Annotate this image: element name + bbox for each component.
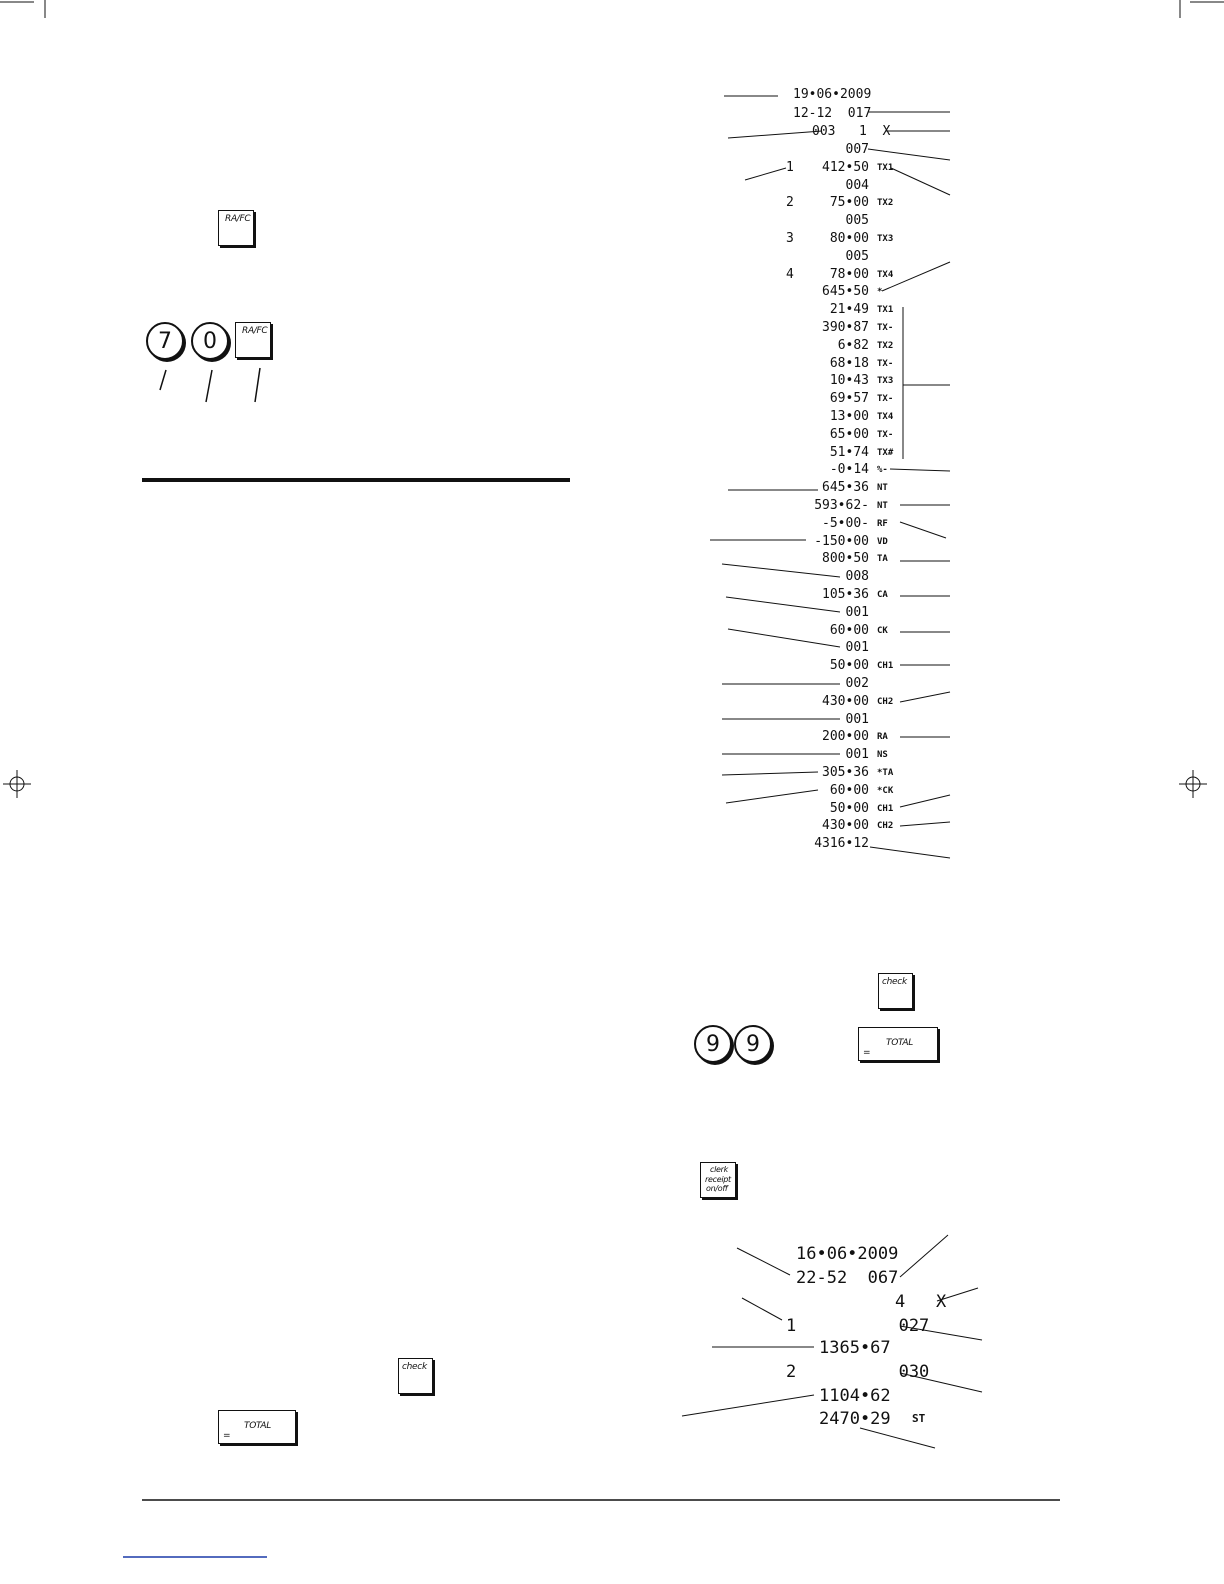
receipt-row-symbol: %- (877, 465, 888, 475)
total-key-equals: = (223, 1431, 231, 1441)
receipt-row-symbol: TX- (877, 394, 894, 404)
numeric-key-9[interactable]: 9 (694, 1025, 732, 1063)
receipt-row-symbol: NT (877, 501, 888, 511)
total-key-label: TOTAL (886, 1038, 913, 1048)
receipt-row-symbol: TX- (877, 359, 894, 369)
receipt-row-amount: 430•00 (822, 694, 869, 709)
receipt-row-department: 4 (786, 267, 794, 282)
total-key-equals: = (863, 1048, 871, 1058)
receipt-row-amount: 10•43 (829, 373, 869, 388)
receipt-row-amount: 4316•12 (814, 836, 869, 851)
receipt-row-amount: 005 (845, 213, 869, 228)
receipt2-total-symbol: ST (912, 1412, 926, 1425)
receipt-row-symbol: NS (877, 750, 888, 760)
receipt-row-amount: 800•50 (822, 551, 869, 566)
receipt-row-amount: 305•36 (822, 765, 869, 780)
receipt-row-amount: 645•36 (822, 480, 869, 495)
receipt2-amount2: 1104•62 (819, 1386, 891, 1406)
receipt-row-symbol: TX1 (877, 305, 894, 315)
receipt-row-amount: 004 (845, 178, 869, 193)
check-key-label: check (402, 1362, 427, 1372)
receipt-row-department: 2 (786, 195, 794, 210)
receipt-row-amount: -0•14 (829, 462, 869, 477)
receipt-row-symbol: *TA (877, 768, 894, 778)
receipt-row-amount: 412•50 (822, 160, 869, 175)
receipt-row-amount: 001 (845, 712, 869, 727)
receipt2-time-line: 22-52 067 (796, 1268, 899, 1288)
receipt-row-symbol: VD (877, 537, 888, 547)
receipt-row-symbol: TA (877, 554, 888, 564)
receipt-row-amount: 78•00 (829, 267, 869, 282)
receipt-row-amount: 001 (845, 747, 869, 762)
receipt-row-amount: 007 (845, 142, 869, 157)
receipt-row-amount: 001 (845, 640, 869, 655)
receipt-row-amount: 430•00 (822, 818, 869, 833)
receipt2-x-line: 4 X (895, 1292, 947, 1312)
clerk-key-label-2: receipt (705, 1175, 731, 1184)
receipt-row-amount: 593•62- (814, 498, 869, 513)
receipt-row-amount: 69•57 (829, 391, 869, 406)
receipt-row-symbol: TX3 (877, 376, 894, 386)
receipt-row-symbol: TX2 (877, 198, 894, 208)
receipt-row-symbol: RF (877, 519, 888, 529)
receipt-row-symbol: CH1 (877, 804, 894, 814)
receipt-row-symbol: RA (877, 732, 888, 742)
ra-fc-key-label: RA/FC (225, 214, 251, 224)
receipt-row-symbol: CH1 (877, 661, 894, 671)
ra-fc-key-label: RA/FC (242, 326, 268, 336)
receipt-row-amount: -150•00 (814, 534, 869, 549)
receipt-date: 19•06•2009 (793, 87, 872, 102)
check-key-label: check (882, 977, 907, 987)
numeric-key-0[interactable]: 0 (191, 322, 229, 360)
receipt-row-symbol: CK (877, 626, 888, 636)
receipt2-row2: 2 030 (786, 1362, 930, 1382)
receipt-row-symbol: TX1 (877, 163, 894, 173)
receipt-row-amount: 105•36 (822, 587, 869, 602)
receipt-row-amount: 645•50 (822, 284, 869, 299)
receipt2-date: 16•06•2009 (796, 1244, 899, 1264)
receipt-row-amount: 200•00 (822, 729, 869, 744)
receipt-row-amount: 65•00 (829, 427, 869, 442)
receipt-time-line: 12-12 017 (793, 106, 872, 121)
receipt-row-department: 1 (786, 160, 794, 175)
total-key-label: TOTAL (244, 1421, 271, 1431)
receipt-row-amount: -5•00- (822, 516, 869, 531)
receipt-row-symbol: TX4 (877, 270, 894, 280)
receipt-row-amount: 005 (845, 249, 869, 264)
receipt-row-department: 3 (786, 231, 794, 246)
receipt-row-symbol: CH2 (877, 697, 894, 707)
receipt-row-symbol: NT (877, 483, 888, 493)
receipt-row-amount: 68•18 (829, 356, 869, 371)
receipt-row-amount: 390•87 (822, 320, 869, 335)
receipt-row-amount: 001 (845, 605, 869, 620)
receipt-row-amount: 008 (845, 569, 869, 584)
receipt-row-amount: 51•74 (829, 445, 869, 460)
receipt2-row1: 1 027 (786, 1316, 930, 1336)
receipt-row-amount: 13•00 (829, 409, 869, 424)
receipt-row-symbol: *CK (877, 786, 894, 796)
receipt-row-amount: 002 (845, 676, 869, 691)
receipt2-amount1: 1365•67 (819, 1338, 891, 1358)
receipt-clerk-line: 003 1 X (812, 124, 891, 139)
receipt-row-symbol: * (877, 287, 883, 297)
receipt-row-amount: 6•82 (837, 338, 869, 353)
receipt-row-symbol: TX2 (877, 341, 894, 351)
clerk-key-label-3: on/off (706, 1184, 728, 1193)
receipt-row-symbol: TX- (877, 430, 894, 440)
receipt-row-symbol: CH2 (877, 821, 894, 831)
receipt-row-symbol: TX- (877, 323, 894, 333)
receipt-row-amount: 50•00 (829, 658, 869, 673)
receipt-row-symbol: TX3 (877, 234, 894, 244)
receipt-row-amount: 75•00 (829, 195, 869, 210)
receipt-row-amount: 80•00 (829, 231, 869, 246)
receipt-row-amount: 60•00 (829, 783, 869, 798)
numeric-key-9[interactable]: 9 (734, 1025, 772, 1063)
receipt-row-symbol: CA (877, 590, 888, 600)
receipt-row-amount: 60•00 (829, 623, 869, 638)
receipt2-total: 2470•29 (819, 1409, 891, 1429)
numeric-key-7[interactable]: 7 (146, 322, 184, 360)
receipt-row-symbol: TX4 (877, 412, 894, 422)
receipt-row-amount: 21•49 (829, 302, 869, 317)
clerk-key-label-1: clerk (710, 1165, 728, 1174)
receipt-row-amount: 50•00 (829, 801, 869, 816)
receipt-row-symbol: TX# (877, 448, 894, 458)
